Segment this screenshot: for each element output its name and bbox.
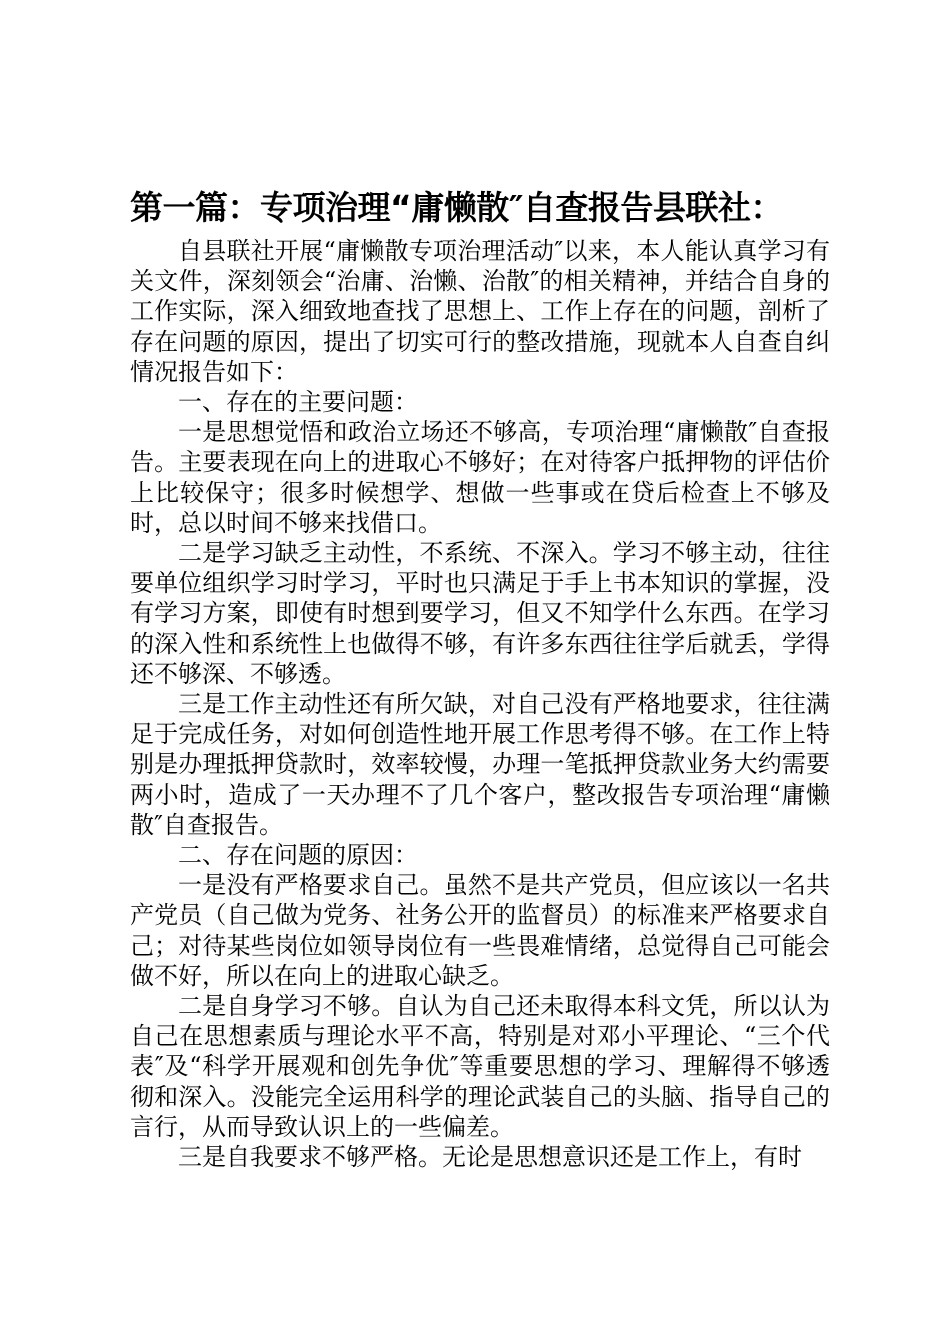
paragraph-cause-3: 三是自我要求不够严格。无论是思想意识还是工作上，有时	[178, 1143, 802, 1172]
paragraph-cause-2: 二是自身学习不够。自认为自己还未取得本科文凭，所以认为自己在思想素质与理论水平不高，特别是对邓小平理论、“三个代表″及“科学开展观和创先争优″等重要思想的学习、理解得不够透彻和深入。没能完全运用科学的理论武装自己的头脑、指导自己的言行，从而导致认识上的一些偏差。	[130, 992, 830, 1141]
paragraph-intro: 自县联社开展“庸懒散专项治理活动″以来，本人能认真学习有关文件，深刻领会“治庸、治懒、治散″的相关精神，并结合自身的工作实际，深入细致地查找了思想上、工作上存在的问题，剖析了存在问题的原因，提出了切实可行的整改措施，现就本人自查自纠情况报告如下：	[130, 237, 830, 386]
paragraph-problem-3: 三是工作主动性还有所欠缺，对自己没有严格地要求，往往满足于完成任务，对如何创造性地开展工作思考得不够。在工作上特别是办理抵押贷款时，效率较慢，办理一笔抵押贷款业务大约需要两小时，造成了一天办理不了几个客户，整改报告专项治理“庸懒散″自查报告。	[130, 690, 830, 839]
document-body	[130, 236, 830, 1172]
paragraph-cause-1: 一是没有严格要求自己。虽然不是共产党员，但应该以一名共产党员（自己做为党务、社务公开的监督员）的标准来严格要求自己；对待某些岗位如领导岗位有一些畏难情绪，总觉得自己可能会做不好，所以在向上的进取心缺乏。	[130, 871, 830, 990]
paragraph-problem-2: 二是学习缺乏主动性，不系统、不深入。学习不够主动，往往要单位组织学习时学习，平时也只满足于手上书本知识的掌握，没有学习方案，即使有时想到要学习，但又不知学什么东西。在学习的深入性和系统性上也做得不够，有许多东西往往学后就丢，学得还不够深、不够透。	[130, 539, 830, 688]
section-heading-causes: 二、存在问题的原因：	[178, 841, 418, 870]
document-title: 第一篇：专项治理“庸懒散″自查报告县联社：	[130, 188, 783, 227]
paragraph-problem-1: 一是思想觉悟和政治立场还不够高，专项治理“庸懒散″自查报告。主要表现在向上的进取心不够好；在对待客户抵押物的评估价上比较保守；很多时候想学、想做一些事或在贷后检查上不够及时，总以时间不够来找借口。	[130, 418, 830, 537]
section-heading-main-problems: 一、存在的主要问题：	[178, 388, 418, 417]
